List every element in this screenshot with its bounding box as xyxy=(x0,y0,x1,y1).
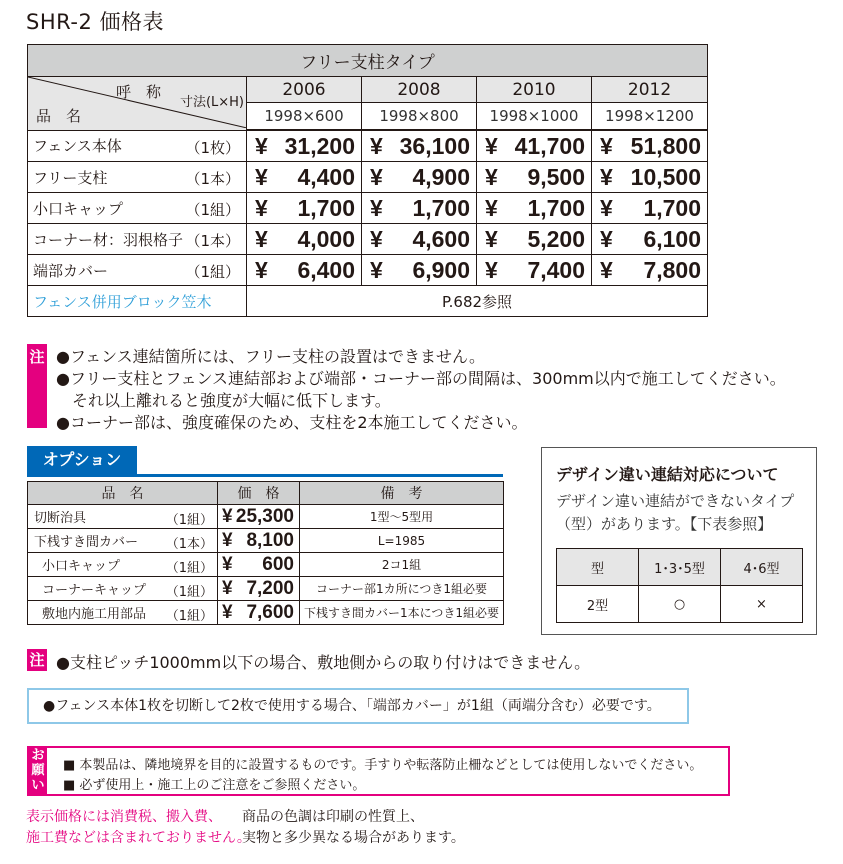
price-cell xyxy=(247,130,362,162)
header-name: 呼 称 xyxy=(116,83,162,101)
yen-sign: ¥ xyxy=(370,164,383,190)
option-name: コーナーキャップ （1組） xyxy=(28,577,218,601)
tax-note: 表示価格には消費税、搬入費、 施工費などは含まれておりません。 xyxy=(26,809,251,846)
header-dimension: 寸法(L×H) xyxy=(179,95,244,110)
option-name: 切断治具 （1組） xyxy=(28,505,218,529)
price-row xyxy=(28,130,708,162)
design-header-135: 1･3･5型 xyxy=(639,549,721,586)
price-row xyxy=(28,224,708,255)
design-connection-box xyxy=(541,447,817,635)
design-header-type: 型 xyxy=(557,549,639,586)
option-price xyxy=(218,601,300,625)
product-name: 小口キャップ （1組） xyxy=(28,193,247,224)
product-name: フリー支柱 （1本） xyxy=(28,162,247,193)
dimension-2008: 1998×800 xyxy=(362,103,477,131)
option-price-value: 600 xyxy=(262,554,294,575)
yen-sign: ¥ xyxy=(255,257,268,283)
option-row xyxy=(28,553,504,577)
yen-sign: ¥ xyxy=(255,164,268,190)
option-qty: （1組） xyxy=(165,561,213,576)
price-value: 6,400 xyxy=(297,257,355,283)
option-row xyxy=(28,529,504,553)
price-value: 4,900 xyxy=(412,164,470,190)
request-box xyxy=(27,746,730,796)
price-value: 9,500 xyxy=(527,164,585,190)
option-price-value: 25,300 xyxy=(235,506,294,527)
price-value: 36,100 xyxy=(399,133,470,159)
price-row xyxy=(28,255,708,286)
yen-sign: ¥ xyxy=(222,530,233,551)
price-value: 1,700 xyxy=(527,195,585,221)
option-note: コーナー部1カ所につき1組必要 xyxy=(300,577,504,601)
page-title: SHR-2 価格表 xyxy=(26,10,164,34)
option-qty: （1本） xyxy=(165,537,213,552)
yen-sign: ¥ xyxy=(485,133,498,159)
yen-sign: ¥ xyxy=(600,226,613,252)
price-cell xyxy=(362,130,477,162)
dimension-2010: 1998×1000 xyxy=(477,103,592,131)
price-value: 51,800 xyxy=(630,133,702,159)
product-qty: （1組） xyxy=(185,263,240,281)
price-value: 1,700 xyxy=(297,195,355,221)
product-name: コーナー材：羽根格子 （1本） xyxy=(28,224,247,255)
yen-sign: ¥ xyxy=(600,257,613,283)
price-cell xyxy=(592,224,708,255)
yen-sign: ¥ xyxy=(485,195,498,221)
product-name: フェンス本体 （1枚） xyxy=(28,130,247,162)
yen-sign: ¥ xyxy=(255,133,268,159)
price-cell xyxy=(592,162,708,193)
request-line: ■ 本製品は、隣地境界を目的に設置するものです。手すりや転落防止柵などとしては使用しないでください。 xyxy=(63,758,703,773)
price-cell xyxy=(362,224,477,255)
dimension-2012: 1998×1200 xyxy=(592,103,708,131)
option-price-value: 7,600 xyxy=(246,602,294,623)
option-header-note: 備 考 xyxy=(300,482,504,505)
price-value: 1,700 xyxy=(643,195,702,221)
option-qty: （1組） xyxy=(165,513,213,528)
note-line: ●フリー支柱とフェンス連結部および端部・コーナー部の間隔は、300mm以内で施工してください。 xyxy=(56,369,786,388)
design-table xyxy=(556,548,803,623)
price-value: 41,700 xyxy=(514,133,585,159)
yen-sign: ¥ xyxy=(370,133,383,159)
note-line: それ以上離れると強度が大幅に低下します。 xyxy=(56,391,391,410)
note-line: ●コーナー部は、強度確保のため、支柱を2本施工してください。 xyxy=(56,413,528,432)
color-note: 商品の色調は印刷の性質上、 実物と多少異なる場合があります。 xyxy=(242,809,465,846)
yen-sign: ¥ xyxy=(370,257,383,283)
note2-text: ●支柱ピッチ1000mm以下の場合、敷地側からの取り付けはできません。 xyxy=(56,653,591,672)
product-qty: （1本） xyxy=(185,170,240,188)
price-value: 5,200 xyxy=(527,226,585,252)
yen-sign: ¥ xyxy=(485,226,498,252)
option-row xyxy=(28,601,504,625)
price-cell xyxy=(362,193,477,224)
price-cell xyxy=(247,255,362,286)
option-row xyxy=(28,577,504,601)
option-row xyxy=(28,505,504,529)
option-note: 1型〜5型用 xyxy=(300,505,504,529)
yen-sign: ¥ xyxy=(222,506,233,527)
yen-sign: ¥ xyxy=(255,226,268,252)
price-cell xyxy=(592,193,708,224)
year-2012: 2012 xyxy=(592,77,708,103)
price-value: 10,500 xyxy=(630,164,702,190)
price-value: 7,800 xyxy=(643,257,702,283)
year-2010: 2010 xyxy=(477,77,592,103)
header-label-cell xyxy=(28,77,247,131)
design-cell-circle: ○ xyxy=(639,586,721,623)
option-tag: オプション xyxy=(27,446,137,474)
price-cell xyxy=(477,255,592,286)
year-2008: 2008 xyxy=(362,77,477,103)
yen-sign: ¥ xyxy=(222,578,233,599)
option-header-price: 価 格 xyxy=(218,482,300,505)
design-row-label: 2型 xyxy=(557,586,639,623)
price-cell xyxy=(362,255,477,286)
price-cell xyxy=(477,162,592,193)
price-cell xyxy=(592,130,708,162)
option-price-value: 8,100 xyxy=(246,530,294,551)
price-value: 1,700 xyxy=(412,195,470,221)
option-price-value: 7,200 xyxy=(246,578,294,599)
note-tag: 注 xyxy=(27,344,47,428)
price-cell xyxy=(592,255,708,286)
option-price xyxy=(218,529,300,553)
yen-sign: ¥ xyxy=(485,257,498,283)
option-note: 下桟すき間カバー1本につき1組必要 xyxy=(300,601,504,625)
price-row xyxy=(28,162,708,193)
price-value: 6,100 xyxy=(643,226,702,252)
price-value: 4,000 xyxy=(297,226,355,252)
dimension-2006: 1998×600 xyxy=(247,103,362,131)
price-cell xyxy=(477,193,592,224)
price-value: 6,900 xyxy=(412,257,470,283)
design-title: デザイン違い連結対応について xyxy=(556,465,779,484)
price-value: 4,400 xyxy=(297,164,355,190)
product-qty: （1枚） xyxy=(185,138,240,157)
price-cell xyxy=(362,162,477,193)
option-note: 2コ1組 xyxy=(300,553,504,577)
price-cell xyxy=(247,224,362,255)
option-header-name: 品 名 xyxy=(28,482,218,505)
yen-sign: ¥ xyxy=(600,164,613,190)
option-name: 敷地内施工用部品 （1組） xyxy=(28,601,218,625)
product-qty: （1組） xyxy=(185,201,240,219)
price-cell xyxy=(247,193,362,224)
option-note: L=1985 xyxy=(300,529,504,553)
year-2006: 2006 xyxy=(247,77,362,103)
option-divider xyxy=(27,474,503,477)
price-table xyxy=(27,44,708,317)
price-cell xyxy=(247,162,362,193)
request-tag: お願い xyxy=(29,748,47,794)
option-qty: （1組） xyxy=(165,585,213,600)
design-cell-cross: × xyxy=(721,586,803,623)
option-table xyxy=(27,481,504,625)
option-name: 下桟すき間カバー （1本） xyxy=(28,529,218,553)
request-line: ■ 必ず使用上・施工上のご注意をご参照ください。 xyxy=(63,778,366,793)
option-name: 小口キャップ （1組） xyxy=(28,553,218,577)
block-capstone-reference: P.682参照 xyxy=(247,286,708,317)
option-price xyxy=(218,505,300,529)
yen-sign: ¥ xyxy=(485,164,498,190)
price-cell xyxy=(477,130,592,162)
price-value: 7,400 xyxy=(527,257,585,283)
option-price xyxy=(218,577,300,601)
price-value: 31,200 xyxy=(284,133,355,159)
yen-sign: ¥ xyxy=(222,602,233,623)
table-band-title: フリー支柱タイプ xyxy=(28,45,708,77)
header-item: 品 名 xyxy=(36,107,82,125)
note-line: ●フェンス連結箇所には、フリー支柱の設置はできません。 xyxy=(56,347,486,366)
price-cell xyxy=(477,224,592,255)
cut-panel-note: ●フェンス本体1枚を切断して2枚で使用する場合、「端部カバー」が1組（両端分含む）必要です。 xyxy=(27,688,689,724)
price-row xyxy=(28,193,708,224)
block-capstone-label: フェンス併用ブロック笠木 xyxy=(28,286,247,317)
yen-sign: ¥ xyxy=(370,226,383,252)
product-name: 端部カバー （1組） xyxy=(28,255,247,286)
option-qty: （1組） xyxy=(165,609,213,624)
yen-sign: ¥ xyxy=(600,133,613,159)
design-header-46: 4･6型 xyxy=(721,549,803,586)
yen-sign: ¥ xyxy=(222,554,233,575)
option-price xyxy=(218,553,300,577)
yen-sign: ¥ xyxy=(255,195,268,221)
product-qty: （1本） xyxy=(185,232,240,250)
yen-sign: ¥ xyxy=(370,195,383,221)
note2-tag: 注 xyxy=(27,649,47,671)
design-text: デザイン違い連結ができないタイプ（型）があります。【下表参照】 xyxy=(556,492,795,533)
yen-sign: ¥ xyxy=(600,195,613,221)
price-value: 4,600 xyxy=(412,226,470,252)
